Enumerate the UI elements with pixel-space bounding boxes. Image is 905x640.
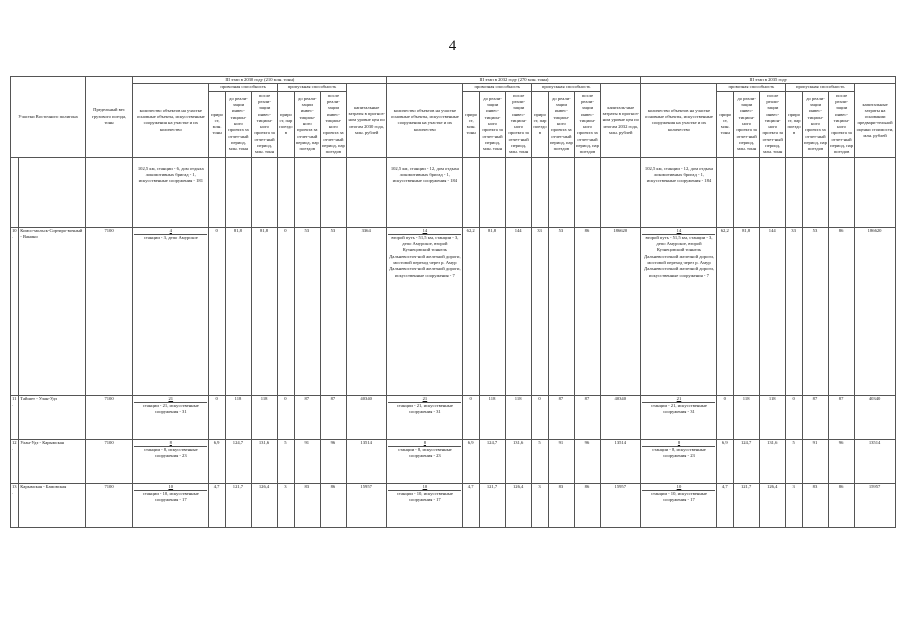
before-pairs: 83 (548, 483, 574, 527)
object-list: второй путь - 51,5 км, станции - 3, депо Амурское, второй Кузнецовский тоннель Дальневосточной железной дороги, мостовой переход через р. Амур Дальневосточной железной дороги, искусственные сооружения - 7 (644, 234, 714, 278)
object-count: 8 (423, 439, 427, 445)
object-count: 8 (677, 439, 681, 445)
table-body (11, 157, 896, 527)
capex-header: капитальные затраты на основании предвари-тельной оценки стоимости, млн. рублей (855, 84, 896, 157)
before-tonnes: 118 (734, 395, 760, 439)
after-pairs: 86 (574, 227, 600, 395)
after-tonnes: 118 (760, 395, 786, 439)
growth-tonnes: 0 (209, 227, 226, 395)
object-list: станции - 10, искусственные сооружения - 17 (134, 490, 207, 504)
capex-value: 40340 (855, 395, 896, 439)
growth-p-header: прирост, пар поездов (786, 91, 803, 157)
after-tonnes: 126,4 (252, 483, 278, 527)
stage-1-title: III этап в 2030 году (210 млн. тонн) (133, 77, 387, 84)
table-header (11, 77, 896, 158)
object-count: 10 (676, 483, 682, 489)
before-pairs: 87 (548, 395, 574, 439)
capex-value: 186620 (601, 227, 641, 395)
growth-pairs: 0 (278, 395, 295, 439)
growth-tonnes: 6,9 (717, 439, 734, 483)
object-count: 14 (422, 227, 428, 233)
table-row (11, 439, 896, 483)
after-tonnes: 126,4 (506, 483, 532, 527)
objects-cell (387, 227, 463, 395)
after-tonnes: 144 (760, 227, 786, 395)
before-tonnes: 124,7 (734, 439, 760, 483)
before-tonnes: 118 (479, 395, 505, 439)
growth-pairs: 0 (278, 227, 295, 395)
before-tonnes: 81,8 (734, 227, 760, 395)
growth-tonnes: 0 (209, 395, 226, 439)
capex-header: капиталь-ные затраты в прогноз-ном уровне цен по итогам 2032 года, млн. рублей (601, 84, 641, 157)
growth-t-header: прирост, млн. тонн (717, 91, 734, 157)
growth-tonnes: 4,7 (717, 483, 734, 527)
after-pairs: 87 (574, 395, 600, 439)
after-tonnes: 126,4 (760, 483, 786, 527)
growth-pairs: 0 (786, 395, 803, 439)
after-header: после реали-зации инвес-тицион-ного проекта за отчет-ный период, млн. тонн (760, 91, 786, 157)
qty-header: количество объектов на участке основные объекты, искусственные сооружения на участке и их количество (387, 84, 463, 157)
throughput-header: провозная способность (209, 84, 278, 91)
after-p-header: после реали-зации инвес-тицион-ного проекта за отчет-ный период, пар поездов (320, 91, 346, 157)
growth-tonnes: 0 (717, 395, 734, 439)
after-tonnes: 81,8 (252, 227, 278, 395)
capex-header: капитальные затраты в прогноз-ном уровне цен по итогам 2030 года, млн. рублей (346, 84, 386, 157)
table-row (11, 483, 896, 527)
train-weight: 7100 (85, 395, 132, 439)
growth-pairs: 33 (532, 227, 549, 395)
before-pairs: 91 (548, 439, 574, 483)
section-name: Улан-Удэ - Карымская (19, 439, 86, 483)
growth-t-header: прирост, млн. тонн (463, 91, 480, 157)
after-header: после реали-зации инвес-тицион-ного проекта за отчет-ный период, млн. тонн (252, 91, 278, 157)
train-weight: 7100 (85, 439, 132, 483)
page-number: 4 (448, 38, 457, 54)
growth-tonnes: 62,2 (463, 227, 480, 395)
train-weight: 7100 (85, 483, 132, 527)
passing-header: пропускная способность (278, 84, 347, 91)
growth-pairs: 3 (786, 483, 803, 527)
capex-value: 15957 (855, 483, 896, 527)
row-number: 13. (11, 483, 19, 527)
capex-value: 40340 (601, 395, 641, 439)
carry-over-row (11, 157, 896, 227)
growth-pairs: 3 (278, 483, 295, 527)
row-number: 10. (11, 227, 19, 395)
capex-value: 186620 (855, 227, 896, 395)
objects-cell (387, 483, 463, 527)
train-weight: 7100 (85, 227, 132, 395)
before-tonnes: 121,7 (479, 483, 505, 527)
col-weight-header: Предельный вес грузового поезда, тонн (85, 77, 132, 158)
growth-p-header: прирост, пар поездов (532, 91, 549, 157)
capex-value: 13514 (855, 439, 896, 483)
objects-cell (641, 227, 717, 395)
section-name: Карымская - Бамовская (19, 483, 86, 527)
growth-tonnes: 4,7 (463, 483, 480, 527)
investment-table (10, 76, 896, 528)
after-tonnes: 118 (506, 395, 532, 439)
object-count: 4 (169, 227, 172, 233)
after-pairs: 87 (829, 395, 855, 439)
after-pairs: 86 (320, 483, 346, 527)
object-list: второй путь - 51,5 км, станции - 3, депо Амурское, второй Кузнецовский тоннель Дальневосточ-ной железной дороги, мостовой переход через р. Амур Дальневосточ-ной железной дороги, искусственные сооружения - 7 (389, 234, 461, 278)
before-pairs: 87 (294, 395, 320, 439)
after-pairs: 96 (574, 439, 600, 483)
after-pairs: 96 (829, 439, 855, 483)
section-name: Комсо-мольск-Сортиро-вочный - Ванино (19, 227, 86, 395)
before-tonnes: 121,7 (225, 483, 251, 527)
after-pairs: 53 (320, 227, 346, 395)
before-pairs: 53 (548, 227, 574, 395)
capex-value: 40340 (346, 395, 386, 439)
object-list: станции - 10, искусственные сооружения - 17 (642, 490, 715, 504)
object-list: станции - 8, искусственные сооружения - 23 (134, 446, 207, 460)
stage-3-title: III этап в 2035 году (641, 77, 896, 84)
before-tonnes: 121,7 (734, 483, 760, 527)
after-tonnes: 131,6 (760, 439, 786, 483)
before-tonnes: 124,7 (225, 439, 251, 483)
before-pairs: 87 (802, 395, 828, 439)
growth-tonnes: 0 (463, 395, 480, 439)
objects-cell (641, 395, 717, 439)
object-list: станции - 3, депо Амурское (134, 234, 207, 241)
growth-tonnes: 62,2 (717, 227, 734, 395)
carry-cell: 102,5 км, станции - 12, дом отдыха локомотивных бригад - 1, искусственные сооружения - 184 (387, 157, 463, 227)
objects-cell (133, 439, 209, 483)
passing-header: пропускная способность (532, 84, 601, 91)
growth-t-header: прирост, млн. тонн (209, 91, 226, 157)
capex-value: 13514 (346, 439, 386, 483)
throughput-header: провозная способность (717, 84, 786, 91)
growth-pairs: 0 (532, 395, 549, 439)
growth-p-header: прирост, пар поездов (278, 91, 295, 157)
growth-pairs: 3 (532, 483, 549, 527)
table-row (11, 395, 896, 439)
after-pairs: 86 (829, 227, 855, 395)
carry-cell: 102,5 км, станции - 6, дом отдыха локомотивных бригад - 1, искусственные сооружения - 181 (133, 157, 209, 227)
qty-header: количество объектов на участке основные объекты, искусственные сооружения на участке и их количество (133, 84, 209, 157)
object-count: 10 (168, 483, 174, 489)
object-count: 14 (676, 227, 682, 233)
after-pairs: 86 (829, 483, 855, 527)
after-header: после реали-зации инвес-тицион-ного проекта за отчет-ный период, млн. тонн (506, 91, 532, 157)
capex-value: 15957 (346, 483, 386, 527)
before-tonnes: 118 (225, 395, 251, 439)
after-tonnes: 144 (506, 227, 532, 395)
before-header: до реали-зации инвес-тицион-ного проекта за отчет-ный период, млн. тонн (225, 91, 251, 157)
after-pairs: 87 (320, 395, 346, 439)
after-tonnes: 118 (252, 395, 278, 439)
after-pairs: 86 (574, 483, 600, 527)
object-count: 21 (676, 395, 682, 401)
after-p-header: после реали-зации инвес-тицион-ного проекта за отчет-ный период, пар поездов (574, 91, 600, 157)
object-count: 10 (422, 483, 428, 489)
object-list: станции - 10, искусственные сооружения - 17 (388, 490, 461, 504)
object-list: станции - 8, искусственные сооружения - 23 (388, 446, 461, 460)
qty-header: количество объектов на участке основные объекты, искусственные сооружения на участке и их количество (641, 84, 717, 157)
before-header: до реали-зации инвес-тицион-ного проекта за отчет-ный период, млн. тонн (734, 91, 760, 157)
capex-value: 15957 (601, 483, 641, 527)
before-tonnes: 81,8 (479, 227, 505, 395)
object-list: станции - 8, искусственные сооружения - 23 (642, 446, 715, 460)
growth-tonnes: 4,7 (209, 483, 226, 527)
before-tonnes: 81,8 (225, 227, 251, 395)
objects-cell (641, 483, 717, 527)
after-tonnes: 131,6 (252, 439, 278, 483)
objects-cell (133, 227, 209, 395)
objects-cell (387, 395, 463, 439)
table-row (11, 227, 896, 395)
before-pairs: 91 (294, 439, 320, 483)
before-p-header: до реали-зации инвес-тицион-ного проекта за отчет-ный период, пар поездов (548, 91, 574, 157)
before-tonnes: 124,7 (479, 439, 505, 483)
row-number: 12. (11, 439, 19, 483)
stage-2-title: III этап в 2032 году (270 млн. тонн) (387, 77, 641, 84)
growth-pairs: 5 (786, 439, 803, 483)
before-pairs: 83 (294, 483, 320, 527)
object-list: станции - 21, искусственные сооружения - 31 (134, 402, 207, 416)
col-section-header: Участки Восточного полигона (11, 77, 86, 158)
growth-pairs: 5 (532, 439, 549, 483)
before-pairs: 91 (802, 439, 828, 483)
capex-value: 3364 (346, 227, 386, 395)
object-list: станции - 21, искусственные сооружения - 31 (388, 402, 461, 416)
passing-header: пропускная способность (786, 84, 855, 91)
object-count: 21 (168, 395, 174, 401)
before-pairs: 53 (802, 227, 828, 395)
after-p-header: после реали-зации инвес-тицион-ного проекта за отчет-ный период, пар поездов (829, 91, 855, 157)
before-pairs: 53 (294, 227, 320, 395)
before-p-header: до реали-зации инвес-тицион-ного проекта за отчет-ный период, пар поездов (294, 91, 320, 157)
before-header: до реали-зации инвес-тицион-ного проекта за отчет-ный период, млн. тонн (479, 91, 505, 157)
before-pairs: 83 (802, 483, 828, 527)
after-pairs: 96 (320, 439, 346, 483)
object-count: 8 (169, 439, 172, 445)
growth-tonnes: 6,9 (209, 439, 226, 483)
before-p-header: до реали-зации инвес-тицион-ного проекта за отчет-ный период, пар поездов (802, 91, 828, 157)
objects-cell (133, 395, 209, 439)
objects-cell (641, 439, 717, 483)
capex-value: 13514 (601, 439, 641, 483)
throughput-header: провозная способность (463, 84, 532, 91)
growth-tonnes: 6,9 (463, 439, 480, 483)
growth-pairs: 5 (278, 439, 295, 483)
section-name: Тайшет - Улан-Удэ (19, 395, 86, 439)
objects-cell (133, 483, 209, 527)
carry-cell: 102,5 км, станции - 12, дом отдыха локомотивных бригад - 1, искусственные сооружения - 184 (641, 157, 717, 227)
object-list: станции - 21, искусственные сооружения - 31 (642, 402, 715, 416)
after-tonnes: 131,6 (506, 439, 532, 483)
objects-cell (387, 439, 463, 483)
row-number: 11. (11, 395, 19, 439)
growth-pairs: 33 (786, 227, 803, 395)
object-count: 21 (422, 395, 428, 401)
